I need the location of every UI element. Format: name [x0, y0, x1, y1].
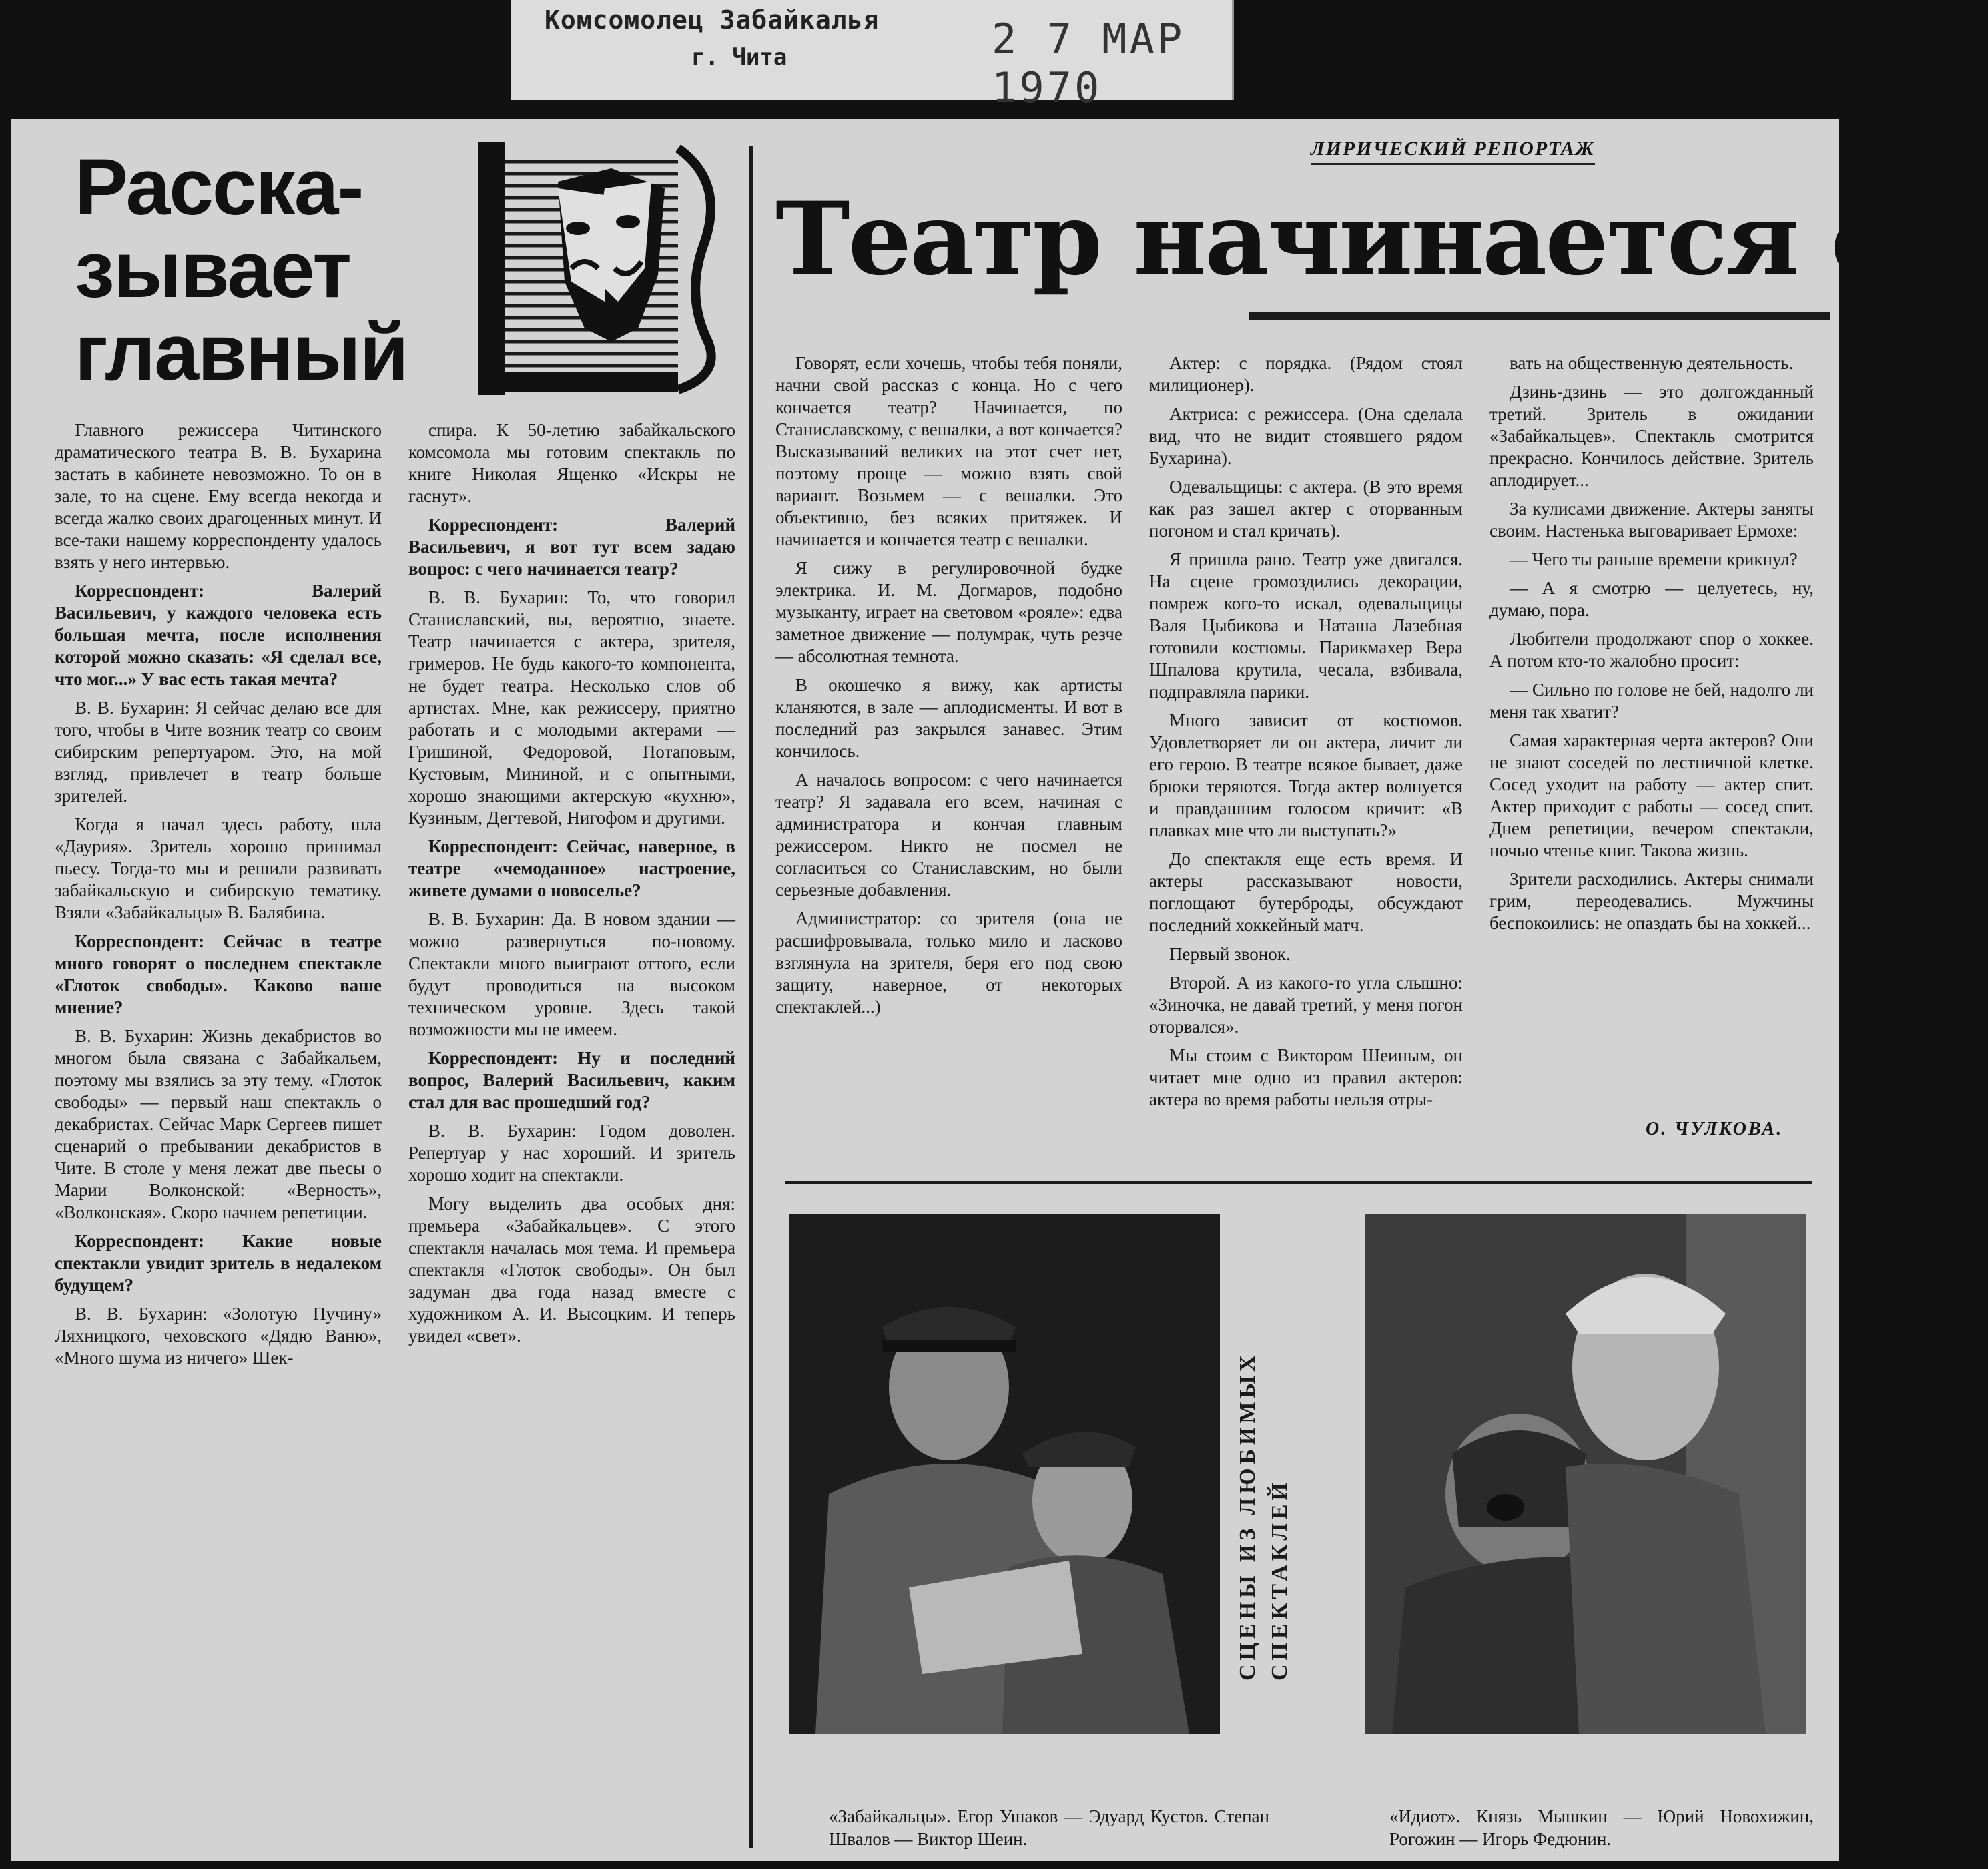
paragraph: Второй. А из какого-то угла слышно: «Зиночка, не давай третий, у меня погон оторвался». [1149, 973, 1463, 1037]
paragraph: Одевальщицы: с актера. (В это время как раз зашел актер с оторванным погоном и стал кричать). [1149, 477, 1463, 541]
paragraph: Я пришла рано. Театр уже двигался. На сцене громоздились декорации, помреж кого-то искал, одевальщицы Валя Цыбикова и Наташа Лазебная готовили костюмы. Парикмахер Вера Шпалова крутила, чесала, взбивала, подправляла парики. [1149, 549, 1463, 702]
headline-rule [1249, 312, 1830, 320]
paragraph: Много зависит от костюмов. Удовлетворяет ли он актера, личит ли его герою. В театре всякое бывает, даже брюки теряются. Тогда актер волнуется и правдашним голосом кричит: «В плавках мне что ли выступать?» [1149, 710, 1463, 840]
paragraph: Дзинь-дзинь — это долгожданный третий. Зритель в ожидании «Забайкальцев». Спектакль смотрится прекрасно. Кончилось действие. Зритель аплодирует... [1489, 382, 1814, 490]
article1-column-1 [55, 419, 382, 1376]
photo-section-rule [785, 1181, 1812, 1184]
paragraph: Администратор: со зрителя (она не расшифровывала, только мило и ласково взглянула на зрителя, беря его под свою защиту, наверное, от некоторых спектаклей...) [775, 908, 1122, 1017]
archive-clipping-label [511, 0, 1234, 112]
article2-rubric: ЛИРИЧЕСКИЙ РЕПОРТАЖ [1311, 138, 1595, 165]
paragraph: В. В. Бухарин: Годом доволен. Репертуар у нас хороший. И зритель хорошо ходит на спектакли. [408, 1121, 735, 1185]
paragraph: Зрители расходились. Актеры снимали грим, переодевались. Мужчины беспокоились: не опаздать бы на хоккей... [1489, 869, 1814, 933]
theatre-masks-emblem [478, 142, 730, 395]
paragraph: Мы стоим с Виктором Шеиным, он читает мне одно из правил актеров: актера во время работы нельзя отры- [1149, 1045, 1463, 1109]
paragraph: Корреспондент: Сейчас в театре много говорят о последнем спектакле «Глоток свободы». Каково ваше мнение? [55, 931, 382, 1017]
paragraph: Любители продолжают спор о хоккее. А потом кто-то жалобно просит: [1489, 629, 1814, 671]
paragraph: Главного режиссера Читинского драматического театра В. В. Бухарина застать в кабинете невозможно. То он в зале, то на сцене. Ему всегда некогда и всегда жалко своих драгоценных минут. И все-таки нашему корреспонденту удалось взять у него интервью. [55, 420, 382, 572]
article2-signature: О. ЧУЛКОВА. [1646, 1119, 1784, 1139]
newspaper-name: Комсомолец Забайкалья [545, 5, 880, 35]
paragraph: В. В. Бухарин: То, что говорил Станиславский, вы, вероятно, знаете. Театр начинается с актера, зрителя, гримеров. Не будь какого-то компонента, не будет театра. Несколько слов об артистах. Мне, как режиссеру, приятно работать и с молодыми актерами — Гришиной, Федоровой, Потаповым, Кустовым, Мининой, и с опытными, хорошо знающими актерскую «кухню», Кузиным, Дегтевой, Нигофом и другими. [408, 587, 735, 828]
paragraph: — А я смотрю — целуетесь, ну, думаю, пора. [1489, 578, 1814, 620]
article2-column-1 [775, 352, 1122, 1025]
column-divider [749, 146, 753, 1848]
paragraph: Корреспондент: Валерий Васильевич, я вот тут всем задаю вопрос: с чего начинается театр? [408, 515, 735, 579]
paragraph: В. В. Бухарин: Жизнь декабристов во многом была связана с Забайкальем, поэтому мы взялись за эту тему. «Глоток свободы» — первый наш спектакль о декабристах. Сейчас Марк Сергеев пишет сценарий о пребывании декабристов в Чите. В столе у меня лежат две пьесы о Марии Волконской: «Верность», «Волконская». Скоро начнем репетиции. [55, 1026, 382, 1222]
paragraph: Корреспондент: Какие новые спектакли увидит зритель в недалеком будущем? [55, 1231, 382, 1295]
stage-photo-zabaikaltsy [789, 1214, 1220, 1734]
photo-section-caption: СЦЕНЫ ИЗ ЛЮБИМЫХ СПЕКТАКЛЕЙ [1235, 1351, 1292, 1681]
date-stamp: 2 7 МАР 1970 [992, 15, 1185, 112]
paragraph: В. В. Бухарин: Да. В новом здании — можно развернуться по-новому. Спектакли много выиграют оттого, если будут проводиться на высоком техническом уровне. Здесь такой возможности мы не имеем. [408, 909, 735, 1039]
paragraph: Могу выделить два особых дня: премьера «Забайкальцев». С этого спектакля началась моя тема. И премьера спектакля «Глоток свободы». Он был задуман два года назад вместе с художником А. И. Высоцким. И теперь увидел «свет». [408, 1193, 735, 1346]
paragraph: В. В. Бухарин: Я сейчас делаю все для того, чтобы в Чите возник театр со своим сибирским репертуаром. Это, на мой взгляд, привлечет в театр больше зрителей. [55, 698, 382, 806]
paragraph: Я сижу в регулировочной будке электрика. И. М. Догмаров, подобно музыканту, играет на световом «рояле»: едва заметное движение — полумрак, чуть резче — абсолютная темнота. [775, 558, 1122, 666]
paragraph: Корреспондент: Ну и последний вопрос, Валерий Васильевич, каким стал для вас прошедший год? [408, 1048, 735, 1112]
article2-column-2 [1149, 352, 1463, 1117]
paragraph: До спектакля еще есть время. И актеры рассказывают новости, поглощают бутерброды, обсуждают последний хоккейный матч. [1149, 849, 1463, 935]
paragraph: Актер: с порядка. (Рядом стоял милиционер). [1149, 353, 1463, 395]
paragraph: Актриса: с режиссера. (Она сделала вид, что не видит стоявшего рядом Бухарина). [1149, 404, 1463, 468]
article2-column-3 [1489, 352, 1814, 941]
stage-photo-idiot [1365, 1214, 1806, 1734]
article1-column-2 [408, 419, 735, 1354]
paragraph: — Чего ты раньше времени крикнул? [1510, 549, 1798, 569]
paragraph: Корреспондент: Сейчас, наверное, в театре «чемоданное» настроение, живете думами о новоселье? [408, 836, 735, 900]
paragraph: Самая характерная черта актеров? Они не знают соседей по лестничной клетке. Сосед уходит на работу — актер спит. Актер приходит с работы — сосед спит. Днем репетиции, вечером спектакли, ночью чтенье книг. Такова жизнь. [1489, 730, 1814, 860]
paragraph: вать на общественную деятельность. [1510, 353, 1794, 373]
photo-caption-left: «Забайкальцы». Егор Ушаков — Эдуард Кустов. Степан Швалов — Виктор Шеин. [829, 1806, 1269, 1849]
paragraph: Когда я начал здесь работу, шла «Даурия». Зритель хорошо принимал пьесу. Тогда-то мы и решили развивать забайкальскую и сибирскую тематику. Взяли «Забайкальцы» В. Балябина. [55, 814, 382, 922]
paragraph: За кулисами движение. Актеры заняты своим. Настенька выговаривает Ермохе: [1489, 499, 1814, 541]
newspaper-page [11, 119, 1988, 1861]
paragraph: — Сильно по голове не бей, надолго ли меня так хватит? [1489, 680, 1814, 722]
paragraph: В окошечко я вижу, как артисты кланяются, в зале — аплодисменты. И вот в последний раз закрылся занавес. Этим кончилось. [775, 675, 1122, 761]
paragraph: Корреспондент: Валерий Васильевич, у каждого человека есть большая мечта, после исполнения которой можно сказать: «Я сделал все, что мог...» У вас есть такая мечта? [55, 581, 382, 689]
photo-caption-right: «Идиот». Князь Мышкин — Юрий Новохижин, Рогожин — Игорь Федюнин. [1389, 1806, 1814, 1849]
newspaper-city: г. Чита [691, 44, 787, 71]
paragraph: Говорят, если хочешь, чтобы тебя поняли, начни свой рассказ с конца. Но с чего кончается театр? Начинается, по Станиславскому, с вешалки, а вот кончается? Высказываний великих на этот счет нет, поэтому проще — можно взять свой вариант. Возьмем — с вешалки. Это объективно, без всяких притяжек. И начинается и кончается театр с вешалки. [775, 353, 1122, 549]
paragraph: В. В. Бухарин: «Золотую Пучину» Ляхницкого, чеховского «Дядю Ваню», «Много шума из ничего» Шек- [55, 1304, 382, 1368]
paragraph: спира. К 50-летию забайкальского комсомола мы готовим спектакль по книге Николая Ященко «Искры не гаснут». [408, 420, 735, 506]
paragraph: Первый звонок. [1169, 944, 1291, 964]
article1-headline: Рассказывает главный [75, 142, 408, 397]
article2-headline: Театр начинается с... [775, 180, 1988, 298]
paragraph: А началось вопросом: с чего начинается театр? Я задавала его всем, начиная с администратора и кончая главным режиссером. Никто не посмел не согласиться со Станиславским, но были серьезные добавления. [775, 770, 1122, 900]
